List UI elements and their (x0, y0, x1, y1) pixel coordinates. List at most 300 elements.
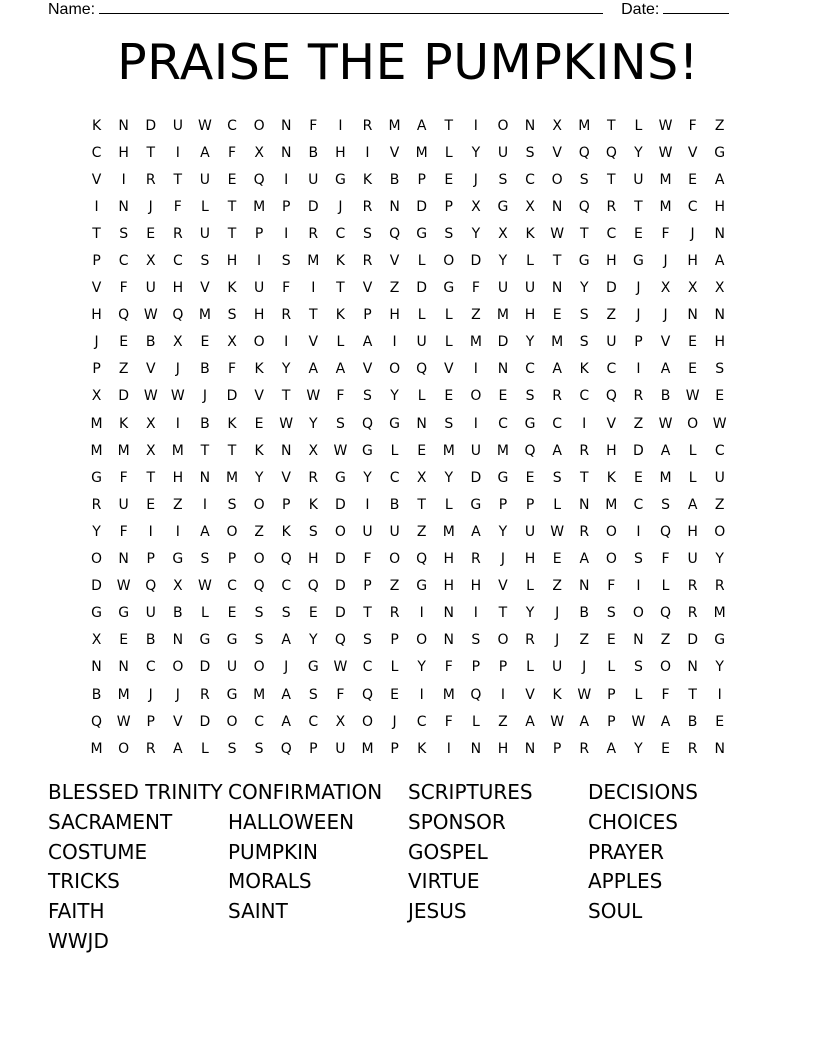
grid-letter: W (577, 686, 592, 703)
grid-letter: I (284, 334, 289, 351)
grid-letter: Y (390, 388, 399, 405)
grid-letter: T (92, 225, 101, 242)
grid-letter: C (91, 144, 102, 161)
grid-letter: L (471, 713, 480, 730)
grid-letter: S (715, 361, 725, 378)
grid-letter: Z (606, 307, 617, 324)
grid-letter: D (416, 280, 428, 297)
grid-letter: J (555, 605, 560, 622)
grid-letter: C (525, 361, 535, 378)
grid-letter: J (202, 388, 207, 405)
grid-letter: F (661, 551, 670, 568)
grid-letter: R (308, 225, 319, 242)
grid-letter: S (498, 171, 508, 188)
grid-letter: R (91, 496, 102, 513)
grid-letter: Q (118, 307, 130, 324)
grid-letter: M (442, 523, 455, 540)
grid-letter: I (473, 361, 478, 378)
grid-letter: M (469, 334, 482, 351)
grid-letter: U (145, 280, 156, 297)
grid-letter: V (498, 578, 508, 595)
grid-row (83, 166, 743, 193)
grid-letter: R (579, 740, 590, 757)
grid-letter: U (497, 280, 509, 297)
grid-letter: B (308, 144, 319, 161)
grid-letter: M (388, 117, 401, 134)
grid-letter: E (715, 713, 725, 730)
grid-letter: A (281, 713, 291, 730)
grid-letter: D (605, 280, 617, 297)
grid-letter: R (145, 740, 156, 757)
grid-letter: L (201, 198, 209, 215)
grid-letter: G (362, 442, 373, 459)
grid-letter: K (525, 225, 535, 242)
grid-letter: O (253, 496, 265, 513)
grid-letter: D (307, 198, 319, 215)
grid-letter: I (94, 198, 99, 215)
grid-letter: T (579, 225, 589, 242)
grid-letter: W (333, 659, 348, 676)
grid-letter: N (416, 415, 427, 432)
grid-letter: O (253, 334, 265, 351)
grid-letter: G (199, 632, 211, 649)
grid-letter: A (200, 523, 210, 540)
grid-letter: Z (498, 713, 508, 730)
grid-letter: M (253, 686, 266, 703)
grid-letter: M (253, 198, 266, 215)
grid-letter: P (498, 659, 508, 676)
grid-letter: Y (471, 225, 481, 242)
grid-letter: W (306, 388, 321, 405)
grid-letter: C (335, 225, 346, 242)
grid-letter: W (116, 578, 131, 595)
grid-letter: T (173, 171, 183, 188)
grid-letter: N (470, 740, 482, 757)
grid-letter: L (526, 253, 534, 270)
grid-letter: J (636, 280, 641, 297)
grid-letter: F (363, 551, 372, 568)
grid-letter: O (714, 523, 726, 540)
grid-letter: L (553, 496, 562, 513)
grid-letter: W (333, 442, 348, 459)
grid-letter: V (91, 171, 102, 188)
word-bank-item: SCRIPTURES (408, 780, 533, 804)
grid-letter: D (416, 198, 428, 215)
grid-letter: G (497, 469, 509, 486)
grid-letter: N (443, 605, 454, 622)
grid-letter: N (172, 632, 184, 649)
grid-letter: H (253, 307, 265, 324)
grid-letter: Y (309, 415, 318, 432)
grid-letter: W (550, 225, 565, 242)
word-bank-item: HALLOWEEN (228, 809, 355, 834)
grid-letter: N (687, 659, 698, 676)
grid-letter: X (471, 198, 481, 215)
grid-letter: Z (118, 361, 129, 378)
grid-letter: K (335, 307, 345, 324)
grid-letter: H (443, 578, 455, 595)
grid-letter: H (335, 144, 346, 161)
grid-row (83, 600, 743, 627)
grid-letter: H (389, 307, 400, 324)
grid-letter: V (91, 280, 102, 297)
grid-letter: X (660, 280, 671, 297)
grid-letter: W (712, 415, 727, 432)
grid-letter: Z (173, 496, 183, 513)
grid-letter: X (173, 334, 183, 351)
grid-letter: W (550, 523, 565, 540)
grid-letter: N (714, 225, 725, 242)
grid-letter: H (714, 198, 725, 215)
grid-letter: R (362, 198, 373, 215)
grid-letter: S (227, 740, 237, 757)
grid-letter: J (175, 361, 180, 378)
grid-letter: Y (417, 659, 426, 676)
grid-letter: B (91, 686, 102, 703)
grid-letter: Q (416, 551, 428, 568)
grid-letter: S (525, 144, 535, 161)
grid-letter: J (582, 659, 587, 676)
grid-letter: T (309, 307, 318, 324)
grid-letter: W (658, 415, 673, 432)
name-blank-line (99, 0, 603, 14)
grid-letter: Z (471, 307, 481, 324)
grid-letter: R (200, 686, 210, 703)
grid-letter: C (579, 388, 590, 405)
grid-letter: Q (334, 632, 346, 649)
grid-letter: V (200, 280, 210, 297)
grid-letter: K (362, 171, 373, 188)
word-bank-item: GOSPEL (408, 839, 488, 864)
grid-letter: H (497, 740, 509, 757)
grid-letter: S (579, 171, 589, 188)
grid-letter: V (281, 469, 291, 486)
grid-row (83, 275, 743, 302)
grid-letter: D (335, 605, 346, 622)
grid-letter: L (390, 442, 399, 459)
grid-letter: R (633, 388, 644, 405)
grid-letter: A (308, 361, 319, 378)
grid-letter: O (253, 659, 265, 676)
grid-letter: A (660, 361, 671, 378)
grid-letter: F (119, 523, 128, 540)
grid-row (83, 654, 743, 681)
grid-letter: J (284, 659, 289, 676)
grid-letter: T (498, 605, 508, 622)
grid-letter: V (362, 280, 373, 297)
grid-letter: N (118, 117, 129, 134)
grid-letter: I (175, 415, 180, 432)
grid-letter: Z (416, 523, 427, 540)
grid-row (83, 546, 743, 573)
grid-letter: H (308, 551, 319, 568)
grid-letter: O (334, 523, 346, 540)
name-label: Name: (48, 1, 96, 18)
grid-letter: D (335, 578, 346, 595)
grid-letter: Q (280, 740, 292, 757)
grid-letter: H (606, 442, 617, 459)
grid-letter: F (119, 469, 128, 486)
grid-letter: V (606, 415, 617, 432)
grid-letter: M (713, 605, 726, 622)
grid-letter: M (605, 496, 618, 513)
grid-row (83, 112, 743, 139)
grid-letter: G (172, 551, 184, 568)
grid-letter: Q (416, 361, 428, 378)
grid-letter: D (226, 388, 238, 405)
grid-letter: I (717, 686, 722, 703)
grid-letter: A (579, 551, 590, 568)
grid-letter: G (524, 415, 536, 432)
grid-letter: I (202, 496, 207, 513)
grid-letter: H (226, 253, 238, 270)
grid-letter: Z (552, 578, 562, 595)
grid-letter: I (419, 686, 424, 703)
grid-letter: M (171, 442, 184, 459)
grid-letter: L (201, 605, 209, 622)
grid-letter: O (226, 713, 238, 730)
grid-letter: V (660, 334, 671, 351)
grid-letter: K (308, 496, 318, 513)
grid-letter: C (145, 659, 156, 676)
grid-letter: N (118, 198, 129, 215)
grid-letter: J (148, 686, 153, 703)
grid-row (83, 464, 743, 491)
grid-letter: M (496, 442, 509, 459)
grid-letter: V (308, 334, 319, 351)
grid-letter: R (552, 388, 562, 405)
grid-row (83, 627, 743, 654)
grid-letter: N (524, 117, 536, 134)
grid-letter: U (416, 334, 427, 351)
grid-letter: O (226, 523, 238, 540)
grid-letter: C (254, 713, 264, 730)
grid-letter: G (416, 578, 428, 595)
grid-letter: X (254, 144, 264, 161)
grid-letter: H (470, 578, 482, 595)
grid-letter: F (282, 280, 291, 297)
grid-letter: N (118, 659, 129, 676)
grid-letter: H (172, 280, 184, 297)
grid-letter: L (688, 442, 697, 459)
grid-letter: P (281, 496, 291, 513)
grid-letter: X (145, 415, 156, 432)
grid-row (83, 356, 743, 383)
grid-letter: D (687, 632, 698, 649)
grid-letter: C (714, 442, 725, 459)
grid-row (83, 220, 743, 247)
grid-letter: S (579, 334, 589, 351)
grid-letter: Y (498, 523, 508, 540)
grid-letter: Z (389, 578, 400, 595)
grid-letter: C (498, 415, 508, 432)
grid-letter: L (336, 334, 345, 351)
grid-letter: D (633, 442, 644, 459)
grid-letter: K (281, 523, 291, 540)
grid-letter: J (663, 307, 668, 324)
grid-letter: I (311, 280, 316, 297)
grid-row (83, 708, 743, 735)
grid-letter: E (227, 171, 237, 188)
grid-letter: J (663, 253, 668, 270)
grid-letter: O (497, 632, 509, 649)
grid-letter: Y (309, 632, 318, 649)
grid-letter: Y (715, 551, 724, 568)
grid-letter: B (389, 171, 400, 188)
grid-letter: D (470, 253, 482, 270)
grid-letter: J (148, 198, 153, 215)
grid-letter: U (118, 496, 129, 513)
grid-letter: I (446, 740, 451, 757)
grid-letter: C (552, 415, 563, 432)
grid-letter: G (416, 225, 428, 242)
grid-letter: I (500, 686, 506, 703)
grid-letter: J (392, 713, 397, 730)
grid-letter: E (661, 740, 670, 757)
grid-letter: C (308, 713, 319, 730)
grid-letter: O (253, 551, 265, 568)
grid-letter: S (254, 740, 264, 757)
grid-letter: V (687, 144, 698, 161)
grid-letter: S (471, 632, 481, 649)
grid-letter: X (335, 713, 346, 730)
grid-row (83, 383, 743, 410)
grid-letter: F (336, 388, 345, 405)
grid-letter: E (200, 334, 210, 351)
grid-letter: B (145, 334, 156, 351)
grid-letter: O (470, 388, 482, 405)
grid-row (83, 302, 743, 329)
grid-letter: Z (254, 523, 264, 540)
grid-letter: F (444, 713, 453, 730)
grid-letter: B (200, 361, 210, 378)
grid-letter: K (552, 686, 562, 703)
grid-letter: L (526, 578, 534, 595)
grid-letter: T (336, 280, 345, 297)
grid-letter: E (227, 605, 237, 622)
grid-letter: L (607, 659, 616, 676)
grid-letter: H (687, 253, 698, 270)
grid-letter: Y (525, 334, 535, 351)
grid-letter: X (687, 280, 698, 297)
grid-letter: I (582, 415, 587, 432)
grid-letter: P (146, 551, 155, 568)
grid-letter: V (362, 361, 373, 378)
grid-letter: M (90, 740, 103, 757)
grid-letter: O (632, 605, 644, 622)
grid-letter: I (473, 415, 478, 432)
grid-letter: T (146, 469, 156, 486)
grid-letter: U (524, 523, 536, 540)
grid-letter: Y (634, 144, 643, 161)
grid-letter: Q (361, 686, 373, 703)
grid-letter: O (687, 415, 699, 432)
grid-letter: P (525, 496, 535, 513)
grid-letter: M (90, 442, 103, 459)
grid-letter: I (392, 334, 397, 351)
grid-letter: T (200, 442, 210, 459)
grid-letter: Y (254, 469, 264, 486)
grid-letter: N (91, 659, 102, 676)
grid-letter: B (200, 415, 210, 432)
grid-letter: R (687, 578, 698, 595)
grid-letter: Z (714, 496, 725, 513)
grid-letter: L (444, 307, 453, 324)
grid-letter: E (552, 307, 562, 324)
grid-letter: R (606, 198, 617, 215)
grid-letter: M (659, 469, 672, 486)
grid-letter: N (280, 117, 292, 134)
grid-letter: M (225, 469, 239, 486)
grid-letter: A (660, 713, 671, 730)
grid-letter: L (390, 659, 399, 676)
grid-letter: F (661, 686, 670, 703)
grid-letter: S (119, 225, 129, 242)
grid-letter: E (552, 551, 562, 568)
grid-letter: I (365, 144, 370, 161)
grid-letter: U (497, 144, 509, 161)
grid-letter: S (525, 388, 535, 405)
grid-letter: W (116, 713, 131, 730)
grid-letter: N (280, 442, 292, 459)
grid-letter: F (227, 144, 237, 161)
grid-letter: R (687, 605, 698, 622)
grid-letter: Z (389, 280, 400, 297)
word-bank-item: PRAYER (588, 839, 665, 864)
word-bank-item: DECISIONS (588, 780, 698, 804)
grid-letter: Y (634, 740, 643, 757)
grid-letter: C (606, 361, 617, 378)
letter-grid (83, 112, 743, 762)
grid-letter: R (172, 225, 183, 242)
grid-letter: K (227, 280, 237, 297)
grid-letter: J (690, 225, 695, 242)
grid-letter: G (334, 469, 346, 486)
grid-letter: N (497, 361, 509, 378)
grid-letter: U (145, 605, 156, 622)
grid-letter: S (308, 686, 318, 703)
grid-letter: P (417, 171, 426, 188)
grid-letter: X (91, 632, 102, 649)
grid-letter: E (444, 171, 454, 188)
grid-letter: X (227, 334, 237, 351)
grid-letter: W (279, 415, 294, 432)
grid-letter: H (524, 307, 536, 324)
grid-letter: C (362, 659, 373, 676)
grid-letter: A (362, 334, 373, 351)
grid-letter: K (119, 415, 129, 432)
grid-letter: V (145, 361, 156, 378)
word-bank-item: SPONSOR (408, 809, 506, 834)
header-line (48, 0, 748, 20)
grid-letter: A (552, 442, 562, 459)
grid-letter: U (389, 523, 400, 540)
grid-letter: A (471, 523, 481, 540)
grid-row (83, 139, 743, 166)
grid-letter: H (606, 253, 617, 270)
grid-letter: P (471, 659, 481, 676)
grid-letter: K (254, 442, 264, 459)
grid-letter: X (525, 198, 535, 215)
grid-letter: G (714, 144, 726, 161)
grid-letter: V (552, 144, 562, 161)
grid-letter: P (281, 198, 291, 215)
grid-letter: F (471, 280, 480, 297)
grid-letter: L (417, 307, 426, 324)
grid-letter: Y (92, 523, 101, 540)
grid-letter: F (309, 117, 318, 134)
grid-letter: L (634, 117, 643, 134)
